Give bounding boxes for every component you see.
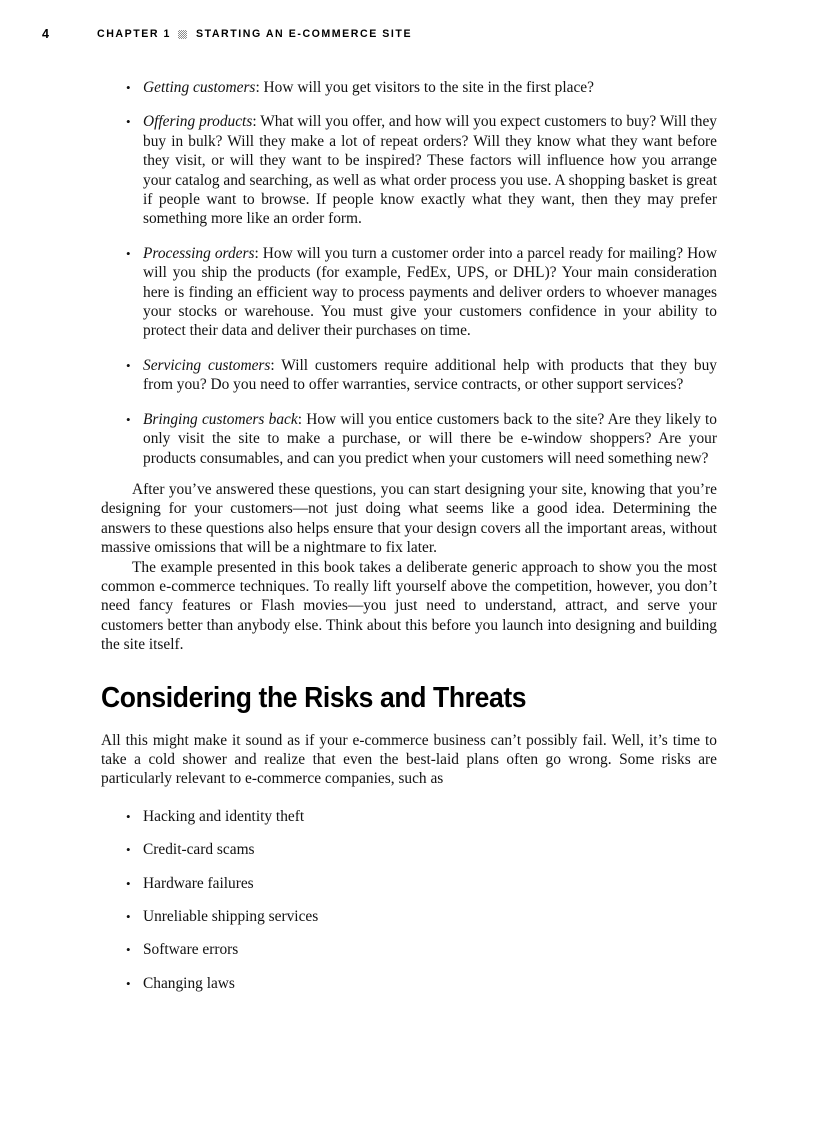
list-item: [101, 356, 717, 395]
paragraph-after-list: After you’ve answered these questions, you can start designing your site, knowing that you’re designing for your customers—not just doing what seems like a good idea. Determining the answers to these questions also helps ensure that your design covers all the important areas, without massive omissions that will be a nightmare to fix later.: [101, 480, 717, 557]
list-item-lead-in: Getting customers: [143, 79, 256, 96]
list-item: [101, 78, 717, 97]
spacer: [101, 655, 717, 682]
page-number: 4: [42, 27, 50, 41]
list-item: • Changing laws: [101, 974, 717, 993]
paragraph-example-approach: The example presented in this book takes a deliberate generic approach to show you the most common e-commerce techniques. To really lift yourself above the competition, however, you don’t need fancy features or Flash movies—you just need to understand, attract, and serve your customers better than anybody else. Think about this before you launch into designing and building the site itself.: [101, 558, 717, 654]
list-item: [101, 244, 717, 341]
list-item-lead-in: Processing orders: [143, 244, 255, 262]
list-item: • Hacking and identity theft: [101, 807, 717, 826]
list-item: [101, 410, 717, 468]
spacer: [101, 714, 717, 731]
risks-list: [101, 807, 717, 993]
list-item-lead-in: Offering products: [143, 113, 253, 131]
list-item-body: : Will customers require additional help with products that they buy from you? Do you need to offer warranties, service contracts, or other support services?: [143, 356, 717, 394]
running-head-chapter: CHAPTER 1: [97, 28, 171, 40]
list-item: [101, 112, 717, 228]
list-item-lead-in: Bringing customers back: [143, 410, 298, 428]
section-heading: Considering the Risks and Threats: [101, 681, 527, 714]
running-head-title: STARTING AN E-COMMERCE SITE: [196, 28, 413, 40]
running-head-text: [97, 25, 412, 43]
spacer: [101, 468, 717, 480]
list-item-lead-in: Servicing customers: [143, 356, 271, 374]
list-item: • Software errors: [101, 940, 717, 959]
dotted-square-icon: [178, 30, 187, 39]
list-item: • Credit-card scams: [101, 840, 717, 859]
list-item: • Unreliable shipping services: [101, 907, 717, 926]
considerations-list: [101, 78, 717, 468]
list-item: • Hardware failures: [101, 874, 717, 893]
text-column: [101, 78, 717, 1007]
spacer: [101, 789, 717, 807]
list-item-body: : What will you offer, and how will you expect customers to buy? Will they buy in bulk? Will they make a lot of repeat orders? Will they know what they want before they visit, or will they want to be inspired? These factors will influence how you arrange your catalog and searching, as well as what order process you use. A shopping basket is great if people want to browse. If people know exactly what they want, then they may prefer something more like an order form.: [143, 113, 717, 228]
paragraph-risks-intro: All this might make it sound as if your e-commerce business can’t possibly fail. Well, it’s time to take a cold shower and realize that even the best-laid plans often go wrong. Some risks are particularly relevant to e-commerce companies, such as: [101, 731, 717, 788]
running-head: [0, 25, 816, 45]
list-item-body: : How will you get visitors to the site in the first place?: [255, 79, 594, 96]
list-item-body: : How will you turn a customer order into a parcel ready for mailing? How will you ship the products (for example, FedEx, UPS, or DHL)? Your main consideration here is finding an efficient way to process payments and deliver orders to whoever manages your stocks or warehouse. You must give your customers confidence in your ability to protect their data and deliver their purchases on time.: [143, 244, 717, 340]
list-item-body: : How will you entice customers back to the site? Are they likely to only visit the site to make a purchase, or will there be e-window shoppers? Are your products consumables, and can you predict when your customers will need something new?: [143, 410, 717, 467]
